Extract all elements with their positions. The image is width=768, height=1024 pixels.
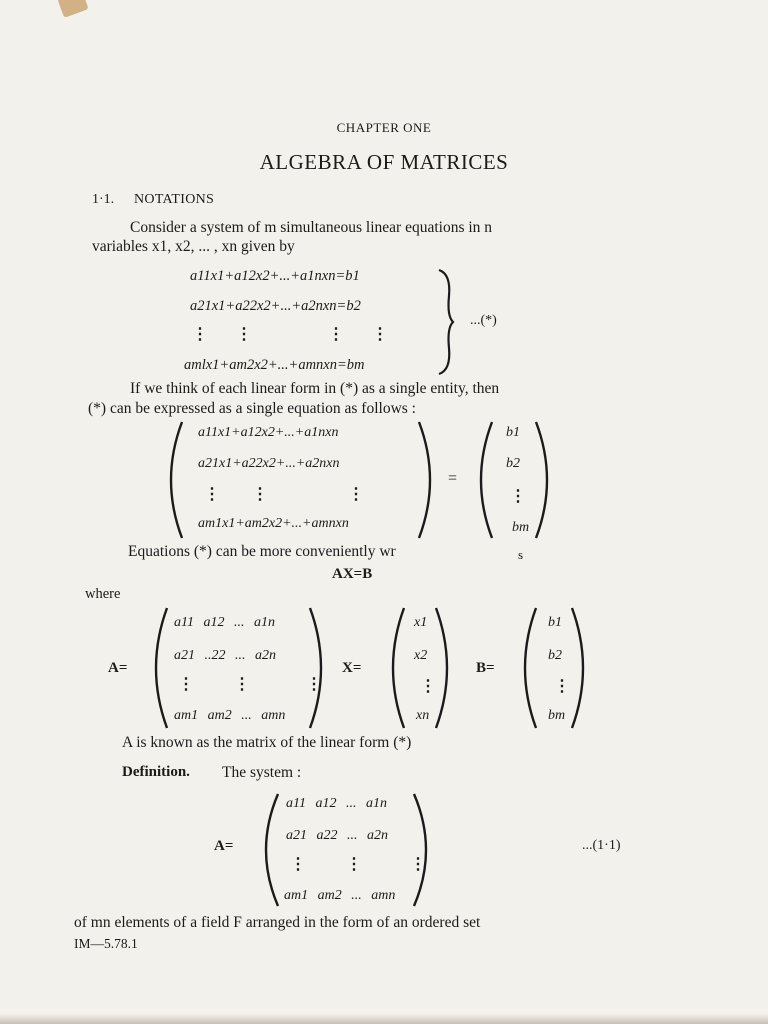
rhs-row-m: bm [512, 520, 530, 535]
system-vdots: ⋮ ⋮ ⋮ ⋮ [192, 326, 388, 343]
A-row-2: a21 ..22 ... a2n [174, 648, 276, 663]
matrix-definition-line: A is known as the matrix of the linear form (*) [122, 734, 412, 751]
A-row-1: a11 a12 ... a1n [174, 615, 275, 630]
system-eq-1: a11x1+a12x2+...+a1nxn=b1 [190, 268, 360, 284]
definition-text: The system : [222, 764, 302, 781]
equals-sign: = [448, 470, 458, 487]
where-label: where [85, 586, 121, 602]
X-left-paren [380, 606, 408, 730]
system-eq-2: a21x1+a22x2+...+a2nxn=b2 [190, 298, 361, 314]
def-row-2: a21 a22 ... a2n [286, 828, 388, 843]
intro-line-2: variables x1, x2, ... , xn given by [92, 238, 295, 255]
rhs-left-paren [468, 420, 496, 540]
para2-line-2: (*) can be expressed as a single equation as follows : [88, 400, 416, 417]
A-label: A= [108, 660, 128, 676]
footer-code: IM—5.78.1 [74, 936, 138, 951]
X-row-1: x1 [414, 615, 428, 630]
page-corner-shadow [57, 0, 88, 18]
B-left-paren [512, 606, 540, 730]
X-vdots: ⋮ [420, 678, 436, 695]
system-brace [433, 266, 463, 378]
A-vdots: ⋮ ⋮ ⋮ [178, 676, 322, 693]
star-label: ...(*) [470, 313, 497, 328]
X-label: X= [342, 660, 362, 676]
A-left-paren [143, 606, 171, 730]
system-eq-m: amlx1+am2x2+...+amnxn=bm [184, 357, 365, 373]
rhs-vdots: ⋮ [510, 488, 526, 505]
last-line: of mn elements of a field F arranged in the form of an ordered set [74, 914, 481, 931]
B-vdots: ⋮ [554, 678, 570, 695]
B-row-m: bm [548, 708, 566, 723]
A-right-paren [306, 606, 334, 730]
rhs-right-paren [532, 420, 560, 540]
B-right-paren [568, 606, 596, 730]
rhs-row-1: b1 [506, 425, 520, 440]
def-right-paren [410, 792, 440, 908]
X-row-2: x2 [414, 648, 428, 663]
section-number: 1·1. [92, 192, 115, 207]
B-label: B= [476, 660, 495, 676]
lhs-row-2: a21x1+a22x2+...+a2nxn [198, 456, 340, 471]
lhs-right-paren [415, 420, 443, 540]
para3-tail: s [518, 547, 524, 562]
chapter-heading: CHAPTER ONE [336, 120, 432, 135]
equation-number: ...(1·1) [582, 838, 621, 853]
X-row-n: xn [416, 708, 430, 723]
def-row-m: am1 am2 ... amn [284, 888, 396, 903]
A-row-m: am1 am2 ... amn [174, 708, 286, 723]
lhs-vdots: ⋮ ⋮ ⋮ [204, 486, 364, 503]
def-left-paren [252, 792, 282, 908]
lhs-row-1: a11x1+a12x2+...+a1nxn [198, 425, 339, 440]
def-row-1: a11 a12 ... a1n [286, 796, 387, 811]
B-row-1: b1 [548, 615, 562, 630]
X-right-paren [432, 606, 460, 730]
para3-text: Equations (*) can be more conveniently wr [128, 543, 396, 560]
para2-line-1: If we think of each linear form in (*) as a single entity, then [130, 380, 500, 397]
lhs-row-m: am1x1+am2x2+...+amnxn [198, 516, 349, 531]
rhs-row-2: b2 [506, 456, 520, 471]
def-A-label: A= [214, 838, 234, 854]
page-bottom-shadow [0, 1014, 768, 1024]
lhs-left-paren [158, 420, 186, 540]
B-row-2: b2 [548, 648, 562, 663]
section-title: NOTATIONS [134, 192, 215, 207]
intro-line-1: Consider a system of m simultaneous linear equations in n [130, 219, 493, 236]
chapter-title: ALGEBRA OF MATRICES [259, 150, 509, 174]
def-vdots: ⋮ ⋮ ⋮ [290, 856, 426, 873]
axb-equation: AX=B [332, 566, 373, 582]
definition-label: Definition. [122, 764, 190, 780]
